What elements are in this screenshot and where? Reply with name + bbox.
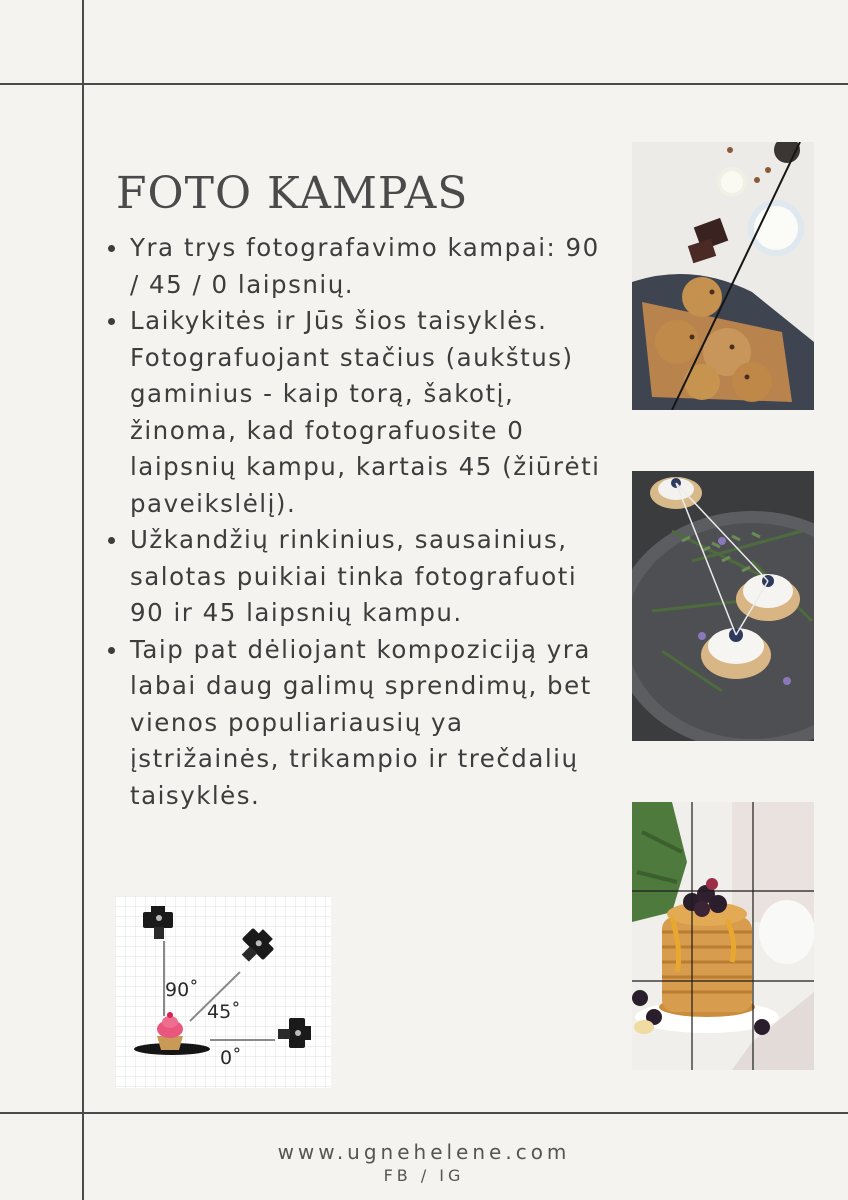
label-45-degrees: 45˚ [207,1001,241,1023]
page-title: FOTO KAMPAS [116,168,469,219]
bottom-divider [0,1112,848,1114]
left-divider [82,0,84,1200]
top-divider [0,83,848,85]
camera-angle-diagram [115,896,331,1088]
tip-tall-items: Laikykitės ir Jūs šios taisyklės. Fotografuojant stačius (aukštus) gaminius - kaip torą, šakotį, žinoma, kad fotografuosite 0 laipsnių kampu, kartais 45 (žiūrėti paveikslėlį). [106,303,606,522]
tip-composition: Taip pat dėliojant kompoziciją yra labai daug galimų sprendimų, bet vienos populiariausių ya įstrižainės, trikampio ir trečdalių taisyklės. [106,632,606,815]
tip-angles: Yra trys fotografavimo kampai: 90 / 45 / 0 laipsnių. [106,230,606,303]
cookies-photo [632,142,814,410]
tips-list [106,230,606,814]
label-0-degrees: 0˚ [220,1047,242,1069]
website-link[interactable]: www.ugnehelene.com [277,1140,571,1164]
pancakes-photo [632,802,814,1070]
tip-snacks: Užkandžių rinkinius, sausainius, salotas puikiai tinka fotografuoti 90 ir 45 laipsnių kampu. [106,522,606,632]
tartlets-photo [632,471,814,741]
social-links[interactable]: FB / IG [383,1166,465,1185]
label-90-degrees: 90˚ [165,979,199,1001]
